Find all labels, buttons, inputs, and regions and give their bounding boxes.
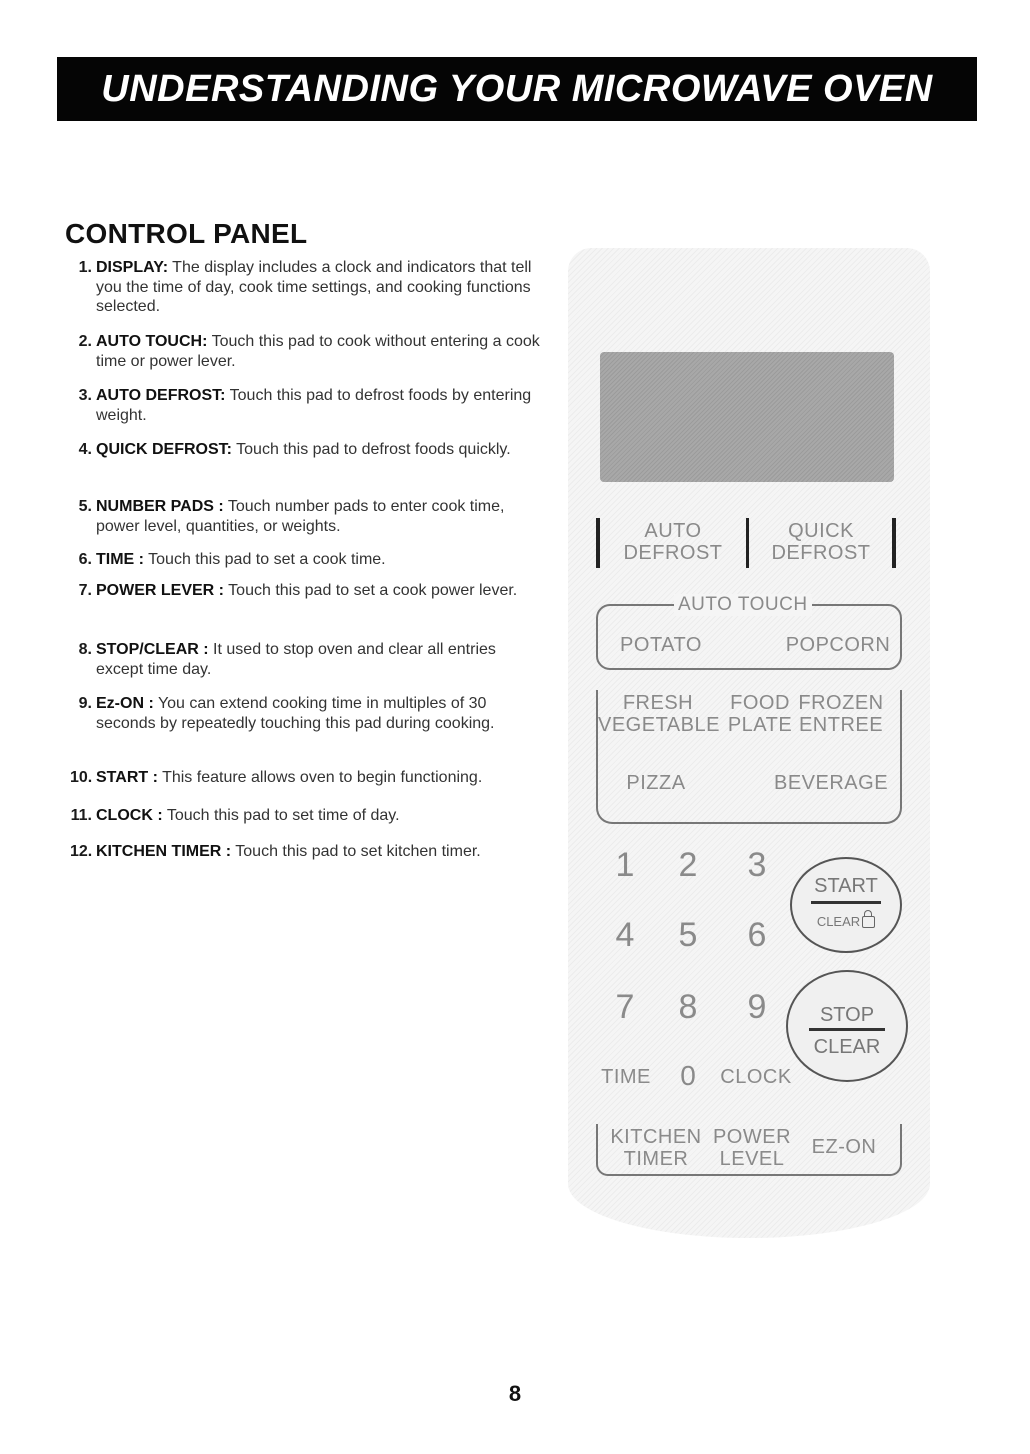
number-key-8[interactable]: 8 bbox=[678, 988, 698, 1026]
start-clear-button[interactable]: START CLEAR bbox=[790, 857, 902, 953]
power-level-pad[interactable]: POWER LEVEL bbox=[712, 1126, 792, 1170]
number-key-3[interactable]: 3 bbox=[747, 846, 767, 884]
fresh-vegetable-pad[interactable]: FRESH VEGETABLE bbox=[598, 692, 720, 736]
feature-item-stop-clear: 8. STOP/CLEAR : It used to stop oven and clear all entries except time day. bbox=[78, 641, 496, 678]
frozen-entree-pad[interactable]: FROZEN ENTREE bbox=[798, 692, 884, 736]
auto-defrost-pad[interactable]: AUTO DEFROST bbox=[623, 520, 723, 564]
feature-item-start: 10. START : This feature allows oven to begin functioning. bbox=[70, 769, 483, 786]
feature-item-ez-on: 9. Ez-ON : You can extend cooking time in multiples of 30 seconds by repeatedly touching this pad during cooking. bbox=[78, 695, 495, 732]
feature-item-power-lever: 7. POWER LEVER : Touch this pad to set a cook power lever. bbox=[78, 582, 518, 599]
stop-clear-button[interactable]: STOP CLEAR bbox=[786, 970, 908, 1082]
feature-item-auto-defrost: 3. AUTO DEFROST: Touch this pad to defrost foods by entering weight. bbox=[78, 387, 532, 424]
button-divider bbox=[809, 1028, 885, 1031]
number-key-1[interactable]: 1 bbox=[615, 846, 635, 884]
kitchen-timer-pad[interactable]: KITCHEN TIMER bbox=[610, 1126, 702, 1170]
feature-item-auto-touch: 2. AUTO TOUCH: Touch this pad to cook without entering a cook time or power lever. bbox=[78, 333, 540, 370]
number-key-2[interactable]: 2 bbox=[678, 846, 698, 884]
quick-defrost-pad[interactable]: QUICK DEFROST bbox=[771, 520, 871, 564]
clock-pad[interactable]: CLOCK bbox=[720, 1066, 792, 1088]
potato-pad[interactable]: POTATO bbox=[620, 634, 702, 656]
number-key-4[interactable]: 4 bbox=[615, 916, 635, 954]
number-key-9[interactable]: 9 bbox=[747, 988, 767, 1026]
feature-item-quick-defrost: 4. QUICK DEFROST: Touch this pad to defrost foods quickly. bbox=[78, 441, 511, 458]
page-number: 8 bbox=[508, 1381, 522, 1406]
page-banner bbox=[57, 57, 977, 121]
lock-icon bbox=[862, 916, 875, 928]
feature-item-clock: 11. CLOCK : Touch this pad to set time of day. bbox=[70, 807, 400, 824]
divider-bar bbox=[746, 518, 749, 568]
number-key-0[interactable]: 0 bbox=[680, 1060, 696, 1091]
pizza-pad[interactable]: PIZZA bbox=[626, 772, 686, 794]
time-pad[interactable]: TIME bbox=[601, 1066, 651, 1088]
food-plate-pad[interactable]: FOOD PLATE bbox=[727, 692, 793, 736]
button-divider bbox=[811, 901, 880, 904]
number-key-5[interactable]: 5 bbox=[678, 916, 698, 954]
number-key-6[interactable]: 6 bbox=[747, 916, 767, 954]
display-screen bbox=[600, 352, 894, 482]
feature-item-number-pads: 5. NUMBER PADS : Touch number pads to enter cook time, power level, quantities, or weights. bbox=[78, 498, 505, 535]
section-title: CONTROL PANEL bbox=[65, 218, 308, 249]
auto-touch-label: AUTO TOUCH bbox=[674, 594, 812, 616]
banner-title: UNDERSTANDING YOUR MICROWAVE OVEN bbox=[101, 67, 933, 110]
feature-item-kitchen-timer: 12. KITCHEN TIMER : Touch this pad to set kitchen timer. bbox=[70, 843, 481, 860]
number-key-7[interactable]: 7 bbox=[615, 988, 635, 1026]
ez-on-pad[interactable]: EZ-ON bbox=[811, 1136, 877, 1158]
popcorn-pad[interactable]: POPCORN bbox=[785, 634, 891, 656]
beverage-pad[interactable]: BEVERAGE bbox=[774, 772, 889, 794]
divider-bar bbox=[596, 518, 600, 568]
divider-bar bbox=[892, 518, 896, 568]
clear-label: CLEAR bbox=[792, 914, 900, 929]
feature-item-display: 1. DISPLAY: The display includes a clock and indicators that tell you the time of day, cook time settings, and cooking functions selected. bbox=[78, 259, 532, 315]
feature-item-time: 6. TIME : Touch this pad to set a cook time. bbox=[78, 551, 386, 568]
